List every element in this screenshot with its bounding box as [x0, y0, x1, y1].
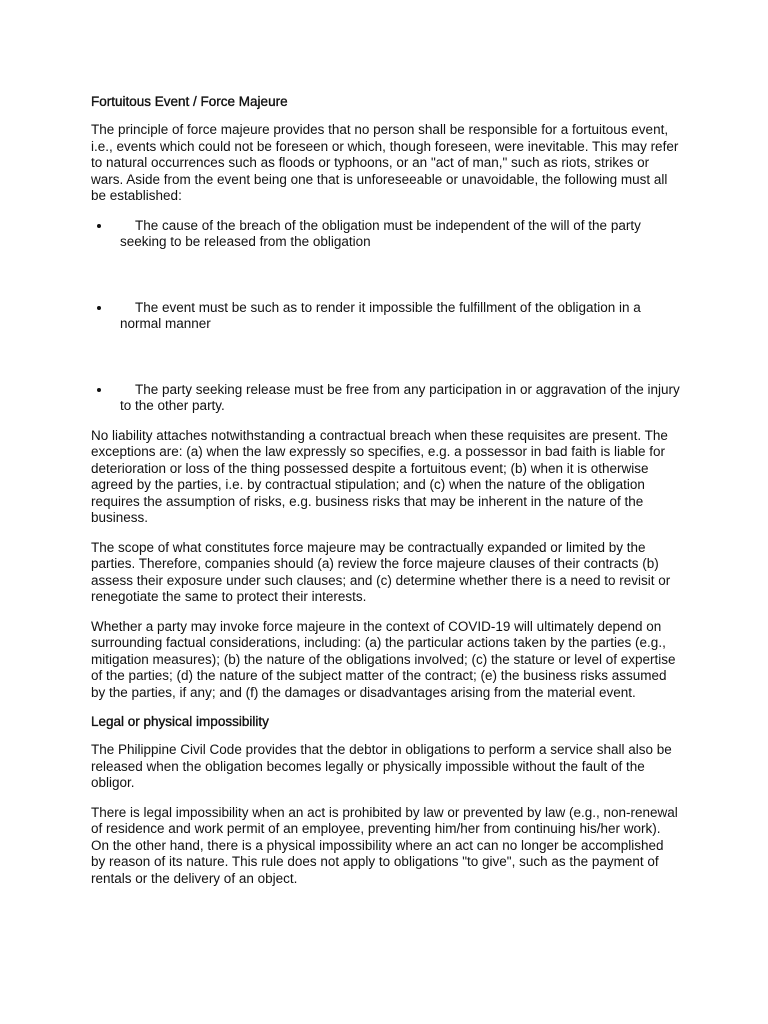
list-item-text: The party seeking release must be free from any participation in or aggravation of the injury to the other party.: [120, 381, 680, 413]
list-item: [91, 218, 681, 251]
list-item: [91, 300, 681, 333]
covid-paragraph: Whether a party may invoke force majeure in the context of COVID-19 will ultimately depend on surrounding factual considerations, including: (a) the particular actions taken by the parties (e.g., mitigation measures); (b) the nature of the obligations involved; (c) the stature or level of expertise of the parties; (d) the nature of the subject matter of the contract; (e) the business risks assumed by the parties, if any; and (f) the damages or disadvantages arising from the material event.: [91, 618, 676, 700]
requisites-list: [91, 218, 681, 415]
document-page: [91, 94, 681, 900]
scope-paragraph: The scope of what constitutes force majeure may be contractually expanded or limited by the parties. Therefore, companies should (a) review the force majeure clauses of their contracts (b) assess their exposure under such clauses; and (c) determine whether there is a need to revisit or renegotiate the same to protect their interests.: [91, 539, 671, 604]
civil-code-paragraph: The Philippine Civil Code provides that the debtor in obligations to perform a service shall also be released when the obligation becomes legally or physically impossible without the fault of the obligor.: [91, 742, 672, 790]
section-heading-impossibility: Legal or physical impossibility: [91, 714, 269, 729]
bullet-icon: [97, 388, 101, 392]
section-heading-force-majeure: Fortuitous Event / Force Majeure: [91, 94, 288, 109]
legal-impossibility-paragraph: There is legal impossibility when an act is prohibited by law or prevented by law (e.g., non-renewal of residence and work permit of an employee, preventing him/her from continuing his/her work). On the other hand, there is a physical impossibility where an act can no longer be accomplished by reason of its nature. This rule does not apply to obligations "to give", such as the payment of rentals or the delivery of an object.: [91, 804, 678, 886]
list-item: [91, 382, 681, 415]
list-item-text: The event must be such as to render it impossible the fulfillment of the obligation in a normal manner: [120, 299, 641, 331]
intro-paragraph: The principle of force majeure provides that no person shall be responsible for a fortuitous event, i.e., events which could not be foreseen or which, though foreseen, were inevitable. This may refer to natural occurrences such as floods or typhoons, or an "act of man," such as riots, strikes or wars. Aside from the event being one that is unforeseeable or unavoidable, the following must all be established:: [91, 122, 679, 203]
exceptions-paragraph: No liability attaches notwithstanding a contractual breach when these requisites are present. The exceptions are: (a) when the law expressly so specifies, e.g. a possessor in bad faith is liable for deterioration or loss of the thing possessed despite a fortuitous event; (b) when it is otherwise agreed by the parties, i.e. by contractual stipulation; and (c) when the nature of the obligation requires the assumption of risks, e.g. business risks that may be inherent in the nature of the business.: [91, 427, 668, 525]
bullet-icon: [97, 224, 101, 228]
bullet-icon: [97, 306, 101, 310]
list-item-text: The cause of the breach of the obligation must be independent of the will of the party seeking to be released from the obligation: [120, 217, 641, 249]
